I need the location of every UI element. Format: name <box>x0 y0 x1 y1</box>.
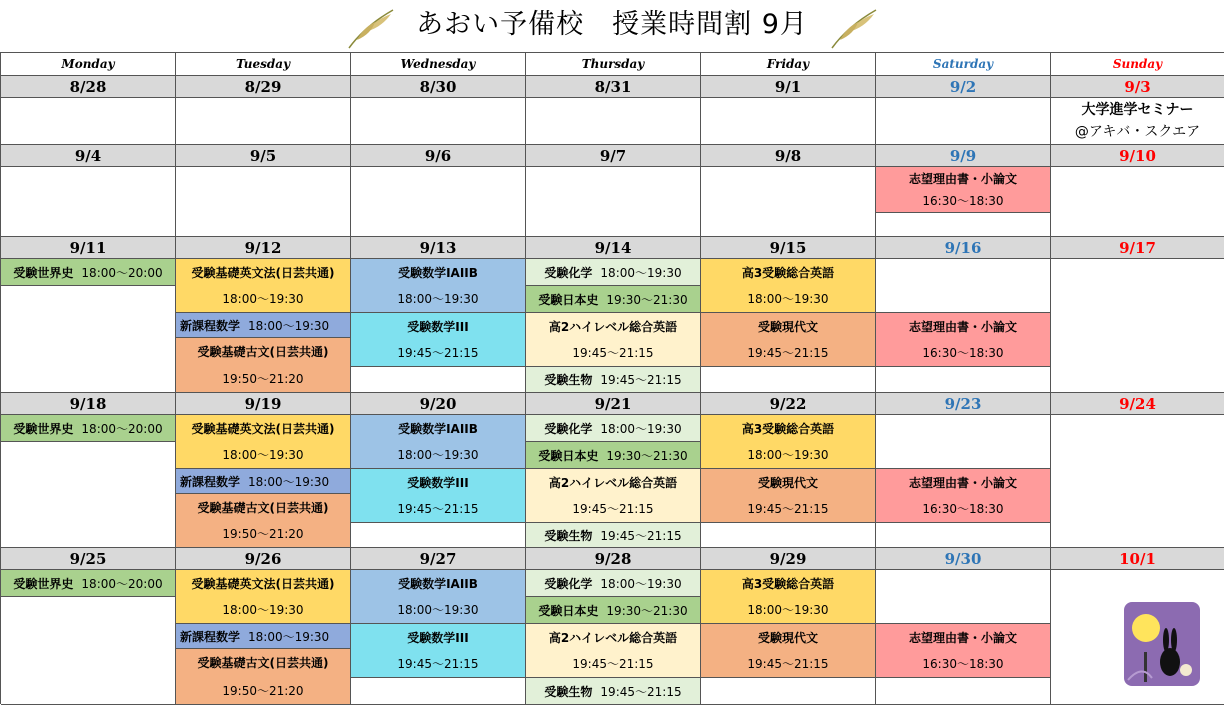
class-name: 新課程数学 <box>180 474 241 489</box>
biology-class <box>526 523 701 548</box>
weekday-saturday: Saturday <box>876 53 1051 76</box>
date-cell: 9/19 <box>176 393 351 415</box>
class-name: 新課程数学 <box>180 629 241 644</box>
class-name: 受験生物 <box>544 528 593 543</box>
date-cell: 9/9 <box>876 145 1051 167</box>
class-time: 19:45〜21:15 <box>747 657 829 672</box>
date-cell: 9/17 <box>1051 237 1224 259</box>
class-name: 受験化学 <box>544 421 593 436</box>
modern-japanese-class <box>701 469 876 523</box>
class-time: 18:00〜19:30 <box>600 265 682 280</box>
class-time: 19:45〜21:15 <box>747 502 829 517</box>
date-cell: 9/21 <box>526 393 701 415</box>
class-time: 18:00〜19:30 <box>397 292 479 307</box>
class-name: 受験世界史 <box>13 421 74 436</box>
class-time: 19:45〜21:15 <box>572 657 654 672</box>
date-cell: 8/29 <box>176 76 351 98</box>
empty-slot <box>701 367 876 393</box>
empty-slot <box>701 678 876 705</box>
math-iaiib-class <box>351 415 526 469</box>
class-name: 受験現代文 <box>757 630 818 645</box>
math-iaiib-class <box>351 259 526 313</box>
class-name: 受験世界史 <box>13 576 74 591</box>
empty-slot <box>876 367 1051 393</box>
date-cell: 9/2 <box>876 76 1051 98</box>
empty-slot <box>1 286 176 393</box>
classic-class <box>176 338 351 393</box>
class-name: 受験基礎英文法(日芸共通) <box>191 576 335 591</box>
new-math-class <box>176 624 351 649</box>
date-cell: 9/20 <box>351 393 526 415</box>
weekday-sunday: Sunday <box>1051 53 1224 76</box>
date-cell: 9/15 <box>701 237 876 259</box>
empty-slot <box>176 98 351 145</box>
class-time: 18:00〜19:30 <box>747 292 829 307</box>
basic-english-class <box>176 415 351 469</box>
class-name: 受験数学IAIIB <box>398 421 478 436</box>
empty-slot <box>1051 259 1224 393</box>
classic-class <box>176 494 351 548</box>
class-time: 19:45〜21:15 <box>600 373 682 387</box>
math-iaiib-class <box>351 570 526 624</box>
title-bar <box>0 0 1224 50</box>
class-name: 受験現代文 <box>757 319 818 334</box>
date-cell: 8/28 <box>1 76 176 98</box>
class-time: 19:45〜21:15 <box>747 346 829 361</box>
essay-class <box>876 313 1051 367</box>
empty-slot <box>351 167 526 237</box>
date-cell: 9/28 <box>526 548 701 570</box>
date-cell: 9/4 <box>1 145 176 167</box>
class-time: 18:00〜19:30 <box>747 603 829 618</box>
date-cell: 9/13 <box>351 237 526 259</box>
modern-japanese-class <box>701 624 876 678</box>
seminar-place: @アキバ・スクエア <box>1074 124 1201 140</box>
basic-english-class <box>176 570 351 624</box>
date-cell: 9/16 <box>876 237 1051 259</box>
weekday-tuesday: Tuesday <box>176 53 351 76</box>
class-time: 19:50〜21:20 <box>222 683 304 698</box>
class-name: 受験基礎英文法(日芸共通) <box>191 421 335 436</box>
essay-class <box>876 469 1051 523</box>
class-name: 受験数学III <box>407 319 469 334</box>
page-title: あおい予備校 授業時間割 9月 <box>416 9 808 40</box>
seminar-event <box>1051 98 1224 145</box>
class-time: 16:30〜18:30 <box>922 502 1004 517</box>
class-time: 18:00〜19:30 <box>222 292 304 307</box>
class-time: 19:45〜21:15 <box>600 684 682 699</box>
date-cell: 9/26 <box>176 548 351 570</box>
date-cell: 8/30 <box>351 76 526 98</box>
date-cell: 9/22 <box>701 393 876 415</box>
empty-slot <box>876 415 1051 469</box>
class-name: 受験数学IAIIB <box>398 265 478 280</box>
empty-slot <box>351 523 526 548</box>
class-name: 高2ハイレベル総合英語 <box>548 475 678 490</box>
class-name: 受験生物 <box>544 684 593 699</box>
class-time: 18:00〜19:30 <box>248 318 330 333</box>
class-name: 志望理由書・小論文 <box>908 319 1017 334</box>
empty-slot <box>1 597 176 705</box>
class-name: 受験日本史 <box>538 448 599 463</box>
class-time: 18:00〜19:30 <box>600 576 682 591</box>
empty-slot <box>1 442 176 548</box>
empty-slot <box>1051 167 1224 237</box>
class-name: 高3受験総合英語 <box>741 576 835 591</box>
class-time: 18:00〜19:30 <box>397 603 479 618</box>
class-name: 受験現代文 <box>757 475 818 490</box>
class-name: 受験日本史 <box>538 292 599 307</box>
seminar-name: 大学進学セミナー <box>1081 102 1194 118</box>
class-time: 16:30〜18:30 <box>922 194 1004 209</box>
empty-slot <box>1051 415 1224 548</box>
timetable-grid <box>0 52 1224 704</box>
class-name: 高2ハイレベル総合英語 <box>548 319 678 334</box>
moon-rabbit-icon <box>1122 600 1202 688</box>
date-cell: 10/1 <box>1051 548 1224 570</box>
empty-slot <box>701 167 876 237</box>
world-history-class <box>1 570 176 597</box>
empty-slot <box>876 678 1051 705</box>
date-cell: 9/27 <box>351 548 526 570</box>
high-english-class <box>526 469 701 523</box>
general-english-class <box>701 570 876 624</box>
empty-slot <box>351 367 526 393</box>
class-time: 18:00〜19:30 <box>222 603 304 618</box>
chemistry-class <box>526 259 701 286</box>
class-time: 19:45〜21:15 <box>397 502 479 517</box>
weekday-wednesday: Wednesday <box>351 53 526 76</box>
math-iii-class <box>351 624 526 678</box>
class-name: 受験数学III <box>407 630 469 645</box>
class-time: 19:30〜21:30 <box>606 292 688 307</box>
high-english-class <box>526 313 701 367</box>
class-name: 受験化学 <box>544 265 593 280</box>
empty-slot <box>701 523 876 548</box>
class-name: 受験基礎英文法(日芸共通) <box>191 265 335 280</box>
class-time: 18:00〜20:00 <box>81 421 163 436</box>
essay-class <box>876 624 1051 678</box>
class-time: 18:00〜19:30 <box>248 474 330 489</box>
empty-slot <box>526 167 701 237</box>
class-time: 19:50〜21:20 <box>222 372 304 386</box>
class-name: 受験基礎古文(日芸共通) <box>197 345 329 359</box>
class-name: 受験世界史 <box>13 265 74 280</box>
class-name: 受験日本史 <box>538 603 599 618</box>
empty-slot <box>876 523 1051 548</box>
date-cell: 9/18 <box>1 393 176 415</box>
date-cell: 9/10 <box>1051 145 1224 167</box>
pampas-grass-right-icon <box>828 6 880 50</box>
date-cell: 9/25 <box>1 548 176 570</box>
date-cell: 9/8 <box>701 145 876 167</box>
date-cell: 9/30 <box>876 548 1051 570</box>
class-name: 志望理由書・小論文 <box>908 475 1017 490</box>
japanese-history-class <box>526 597 701 624</box>
class-time: 16:30〜18:30 <box>922 657 1004 672</box>
empty-slot <box>351 98 526 145</box>
date-cell: 9/3 <box>1051 76 1224 98</box>
class-time: 18:00〜19:30 <box>397 448 479 463</box>
date-cell: 9/7 <box>526 145 701 167</box>
empty-slot <box>876 98 1051 145</box>
empty-slot <box>1 98 176 145</box>
date-cell: 9/5 <box>176 145 351 167</box>
new-math-class <box>176 469 351 494</box>
modern-japanese-class <box>701 313 876 367</box>
new-math-class <box>176 313 351 338</box>
date-cell: 9/6 <box>351 145 526 167</box>
class-name: 受験化学 <box>544 576 593 591</box>
class-name: 高3受験総合英語 <box>741 265 835 280</box>
date-cell: 9/23 <box>876 393 1051 415</box>
class-time: 19:30〜21:30 <box>606 448 688 463</box>
date-cell: 8/31 <box>526 76 701 98</box>
class-time: 19:45〜21:15 <box>572 346 654 361</box>
class-time: 16:30〜18:30 <box>922 346 1004 361</box>
japanese-history-class <box>526 442 701 469</box>
chemistry-class <box>526 570 701 597</box>
class-time: 19:30〜21:30 <box>606 603 688 618</box>
world-history-class <box>1 259 176 286</box>
empty-slot <box>876 570 1051 624</box>
empty-slot <box>526 98 701 145</box>
class-time: 19:45〜21:15 <box>572 502 654 517</box>
date-cell: 9/11 <box>1 237 176 259</box>
class-time: 18:00〜20:00 <box>81 265 163 280</box>
class-name: 新課程数学 <box>180 318 241 333</box>
class-time: 18:00〜19:30 <box>248 629 330 644</box>
weekday-monday: Monday <box>1 53 176 76</box>
math-iii-class <box>351 313 526 367</box>
class-time: 19:45〜21:15 <box>397 346 479 361</box>
date-cell: 9/29 <box>701 548 876 570</box>
chemistry-class <box>526 415 701 442</box>
class-time: 18:00〜19:30 <box>747 448 829 463</box>
empty-slot <box>876 259 1051 313</box>
empty-slot <box>351 678 526 705</box>
class-time: 18:00〜19:30 <box>600 421 682 436</box>
classic-class <box>176 649 351 705</box>
weekday-thursday: Thursday <box>526 53 701 76</box>
world-history-class <box>1 415 176 442</box>
basic-english-class <box>176 259 351 313</box>
biology-class <box>526 678 701 705</box>
class-name: 受験基礎古文(日芸共通) <box>197 656 329 671</box>
empty-slot <box>176 167 351 237</box>
class-time: 19:45〜21:15 <box>397 657 479 672</box>
essay-class <box>876 167 1051 213</box>
class-name: 志望理由書・小論文 <box>908 171 1017 186</box>
empty-slot <box>1 167 176 237</box>
class-name: 受験数学III <box>407 475 469 490</box>
japanese-history-class <box>526 286 701 313</box>
class-name: 高2ハイレベル総合英語 <box>548 630 678 645</box>
general-english-class <box>701 415 876 469</box>
class-name: 受験生物 <box>544 373 593 387</box>
biology-class <box>526 367 701 393</box>
class-time: 18:00〜19:30 <box>222 448 304 463</box>
weekday-friday: Friday <box>701 53 876 76</box>
date-cell: 9/12 <box>176 237 351 259</box>
date-cell: 9/1 <box>701 76 876 98</box>
general-english-class <box>701 259 876 313</box>
date-cell: 9/24 <box>1051 393 1224 415</box>
class-time: 19:50〜21:20 <box>222 527 304 542</box>
math-iii-class <box>351 469 526 523</box>
class-name: 受験基礎古文(日芸共通) <box>197 500 329 515</box>
class-name: 受験数学IAIIB <box>398 576 478 591</box>
class-name: 高3受験総合英語 <box>741 421 835 436</box>
class-time: 19:45〜21:15 <box>600 528 682 543</box>
date-cell: 9/14 <box>526 237 701 259</box>
class-name: 志望理由書・小論文 <box>908 630 1017 645</box>
high-english-class <box>526 624 701 678</box>
class-time: 18:00〜20:00 <box>81 576 163 591</box>
empty-slot <box>701 98 876 145</box>
empty-slot <box>876 213 1051 237</box>
